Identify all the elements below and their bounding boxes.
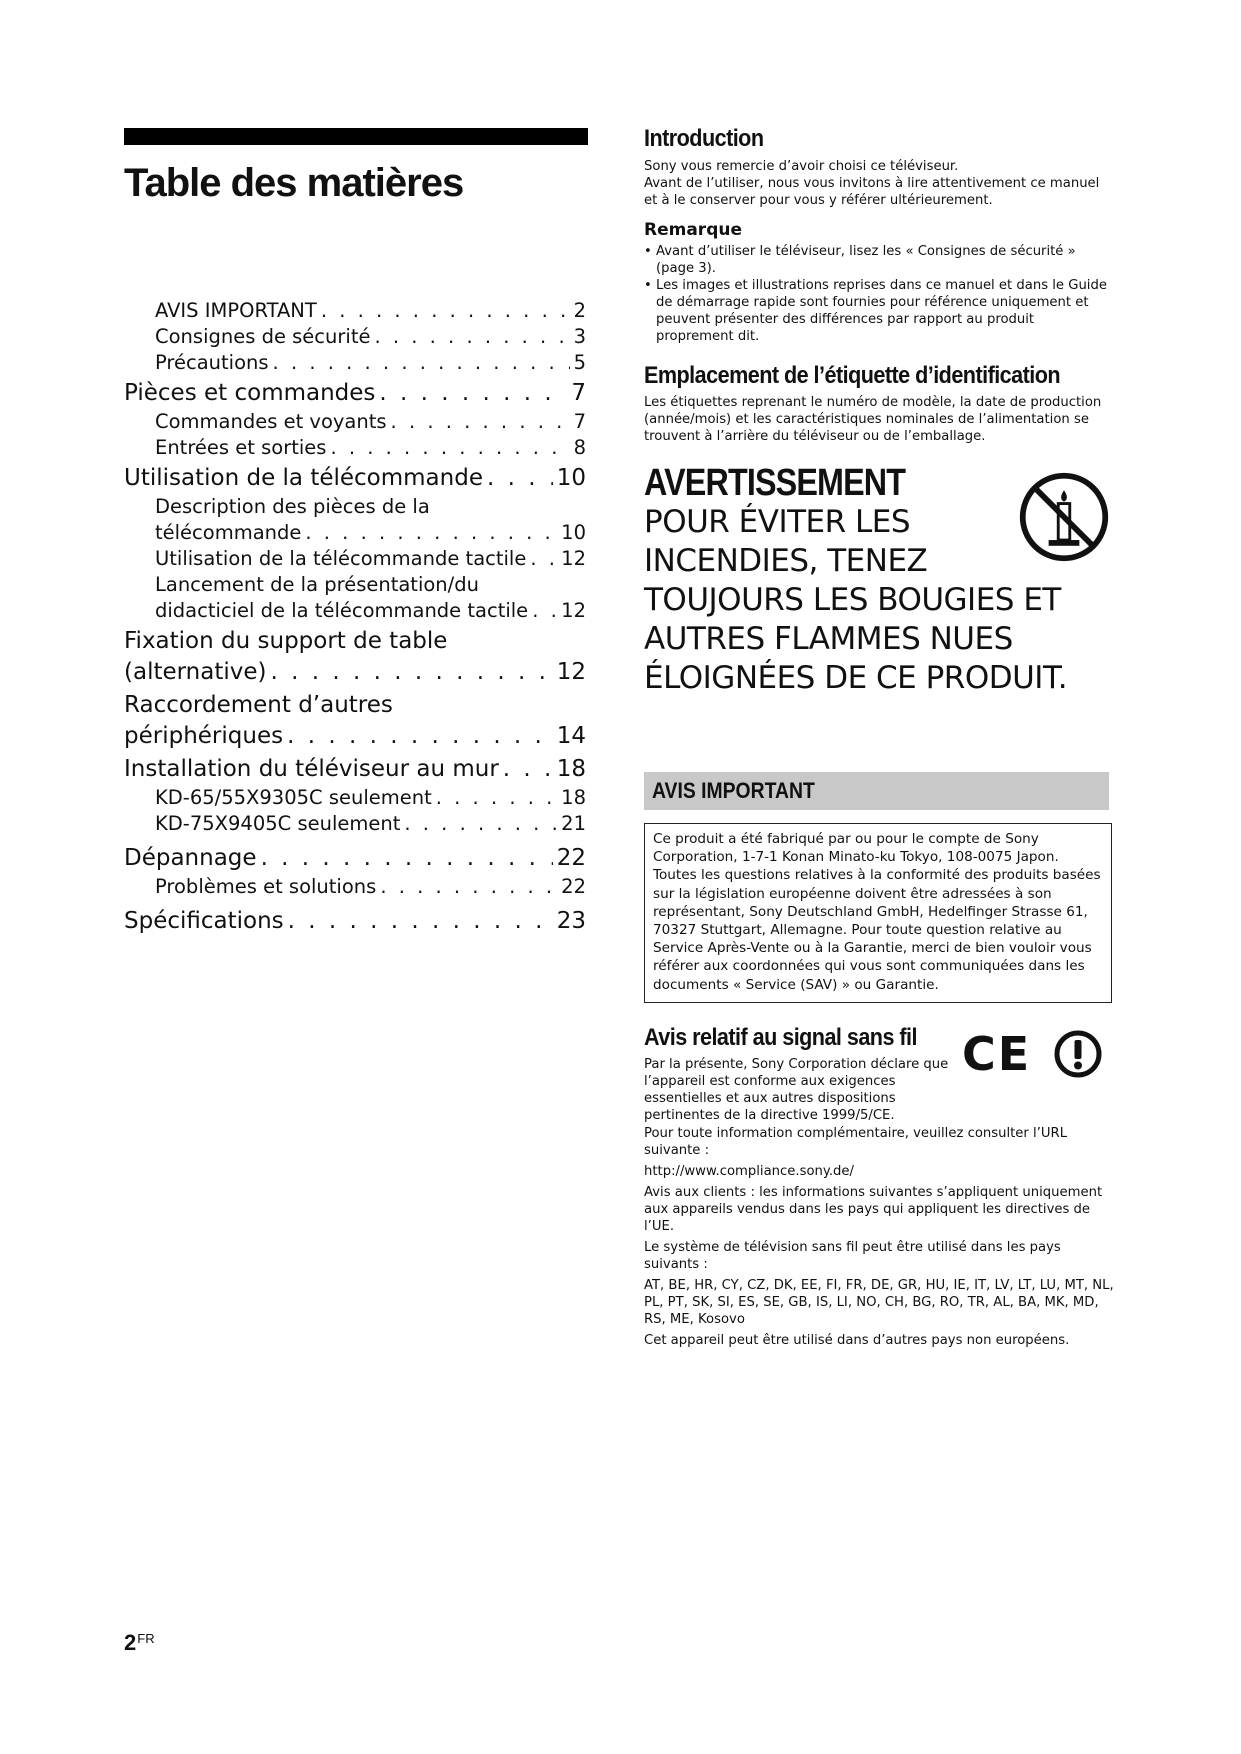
toc-entry-label: périphériques [124,723,284,749]
toc-entry-page: 21 [561,812,586,835]
avis-important-bar [644,772,1109,810]
toc-entry[interactable] [124,598,586,624]
country-list: AT, BE, HR, CY, CZ, DK, EE, FI, FR, DE, GR, HU, IE, IT, LV, LT, LU, MT, NL, PL, PT, SK, SI, ES, SE, GB, IS, LI, NO, CH, BG, RO, TR, AL, BA, MK, MD, RS, ME, Kosovo [644,1277,1114,1327]
toc-entry-label: Commandes et voyants [155,410,387,433]
intro-heading: Introduction [644,125,764,152]
label-location-text: Les étiquettes reprenant le numéro de modèle, la date de production (année/mois) et les caractéristiques nominales de l’alimentation se trouvent à l’arrière du téléviseur ou de l’emballage. [644,395,1102,444]
signal-section [644,1023,1114,1349]
toc-entry[interactable] [124,785,586,811]
toc-entry-page: 7 [571,380,586,406]
avis-important-heading: AVIS IMPORTANT [652,778,815,803]
toc-entry-label: Dépannage [124,845,257,871]
toc-entry-label: Installation du téléviseur au mur [124,756,499,782]
toc-entry-label: AVIS IMPORTANT [155,299,317,322]
title-rule [124,128,588,145]
toc-entry[interactable] [124,324,586,350]
toc-header [124,128,588,207]
alert-icon [1053,1029,1103,1079]
toc-entry-page: 5 [573,351,586,374]
toc-entry-label: Pièces et commandes [124,380,376,406]
toc-entry-page: 12 [561,599,586,622]
toc-entry[interactable] [124,754,586,785]
toc-entry-line[interactable]: Fixation du support de table [124,628,448,654]
compliance-url[interactable]: http://www.compliance.sony.de/ [644,1163,854,1179]
toc-entry-page: 7 [573,410,586,433]
toc-entry-line[interactable]: Description des pièces de la [155,495,430,518]
toc-entry[interactable] [124,546,586,572]
warning-title: AVERTISSEMENT [644,462,906,504]
signal-paragraph: Le système de télévision sans fil peut être utilisé dans les pays suivants : [644,1239,1061,1272]
right-column [644,124,1114,1349]
list-item: • Avant d’utiliser le téléviseur, lisez les « Consignes de sécurité » (page 3). [644,243,1114,277]
intro-paragraph: Avant de l’utiliser, nous vous invitons à lire attentivement ce manuel et à le conserver pour vous y référer ultérieurement. [644,176,1100,208]
toc-entry[interactable] [124,657,586,688]
warning-line: INCENDIES, TENEZ [644,543,928,579]
toc-entry[interactable] [124,298,586,324]
toc-entry-label: Consignes de sécurité [155,325,371,348]
toc-entry[interactable] [124,811,586,837]
toc-entry-label: (alternative) [124,659,267,685]
signal-heading: Avis relatif au signal sans fil [644,1023,917,1051]
warning-line: AUTRES FLAMMES NUES [644,621,1013,657]
signal-paragraph: Par la présente, Sony Corporation déclare que l’appareil est conforme aux exigences essentielles et aux autres dispositions pertinentes de la directive 1999/5/CE. [644,1056,949,1123]
toc-entry-page: 2 [573,299,586,322]
avis-important-box [644,823,1112,1003]
toc-title: Table des matières [124,161,464,205]
toc-entry-page: 12 [561,547,586,570]
label-location-heading: Emplacement de l’étiquette d’identification [644,362,1061,389]
toc-entry[interactable] [124,906,586,937]
toc-entry[interactable] [124,435,586,461]
toc-entry-page: 3 [573,325,586,348]
toc-entry[interactable] [124,350,586,376]
toc-entry[interactable] [124,409,586,435]
warning-line: ÉLOIGNÉES DE CE PRODUIT. [644,660,1068,696]
toc-entry-page: 22 [561,875,586,898]
toc-entry-label: Utilisation de la télécommande [124,465,483,491]
toc-entry-label: KD-65/55X9305C seulement [155,786,432,809]
warning-line: TOUJOURS LES BOUGIES ET [644,582,1061,618]
toc-entry-label: Spécifications [124,908,284,934]
toc-entry-label: didacticiel de la télécommande tactile [155,599,529,622]
toc-entry[interactable] [124,843,586,874]
toc-entry-page: 14 [556,723,586,749]
toc-entry-label: Utilisation de la télécommande tactile [155,547,527,570]
toc-entry-page: 18 [561,786,586,809]
toc-entry-line[interactable]: Raccordement d’autres [124,692,393,718]
toc-entry-label: Précautions [155,351,269,374]
signal-paragraph: Cet appareil peut être utilisé dans d’autres pays non européens. [644,1332,1070,1348]
signal-paragraph: Avis aux clients : les informations suivantes s’appliquent uniquement aux appareils vendus dans les pays qui appliquent les directives de l’UE. [644,1184,1103,1234]
ce-mark-icon: CE [962,1026,1032,1081]
toc-entry[interactable] [124,463,586,494]
warning-line: POUR ÉVITER LES [644,504,911,540]
toc-entry-page: 23 [556,908,586,934]
toc-entry-page: 10 [556,465,586,491]
toc-entry-page: 22 [556,845,586,871]
signal-paragraph: Pour toute information complémentaire, veuillez consulter l’URL suivante : [644,1125,1068,1158]
toc-entry[interactable] [124,721,586,752]
remark-list [644,243,1114,345]
toc-entry-label: télécommande [155,521,302,544]
avis-important-text: Ce produit a été fabriqué par ou pour le compte de Sony Corporation, 1-7-1 Konan Minato-ku Tokyo, 108-0075 Japon. Toutes les questions relatives à la conformité des produits basées sur la législation européenne doivent être adressées à son représentant, Sony Deutschland GmbH, Hedelfinger Strasse 61, 70327 Stuttgart, Allemagne. Pour toute question relative au Service Après-Vente ou à la Garantie, merci de bien vouloir vous référer aux coordonnées qui vous sont communiquées dans les documents « Service (SAV) » ou Garantie. [653,831,1101,993]
toc-entry-page: 18 [556,756,586,782]
table-of-contents [124,298,586,937]
remark-heading: Remarque [644,220,742,240]
page-number [124,1630,155,1656]
toc-entry-page: 8 [573,436,586,459]
signal-body [644,1056,1114,1349]
toc-entry-label: Problèmes et solutions [155,875,377,898]
no-candle-icon [1016,469,1112,565]
toc-entry[interactable] [124,520,586,546]
toc-entry-label: Entrées et sorties [155,436,327,459]
toc-entry-line[interactable]: Lancement de la présentation/du [155,573,479,596]
signal-marks [962,1026,1103,1081]
toc-entry-page: 10 [561,521,586,544]
toc-entry-page: 12 [556,659,586,685]
toc-entry[interactable] [124,378,586,409]
toc-entry-label: KD-75X9405C seulement [155,812,401,835]
list-item: • Les images et illustrations reprises dans ce manuel et dans le Guide de démarrage rapide sont fournies pour référence uniquement et peuvent présenter des différences par rapport au produit proprement dit. [644,277,1114,345]
warning-block [644,463,1114,698]
toc-entry[interactable] [124,874,586,900]
page-number-value: 2 [124,1630,137,1655]
intro-paragraph: Sony vous remercie d’avoir choisi ce téléviseur. [644,159,959,174]
page-lang-code: FR [137,1631,155,1646]
